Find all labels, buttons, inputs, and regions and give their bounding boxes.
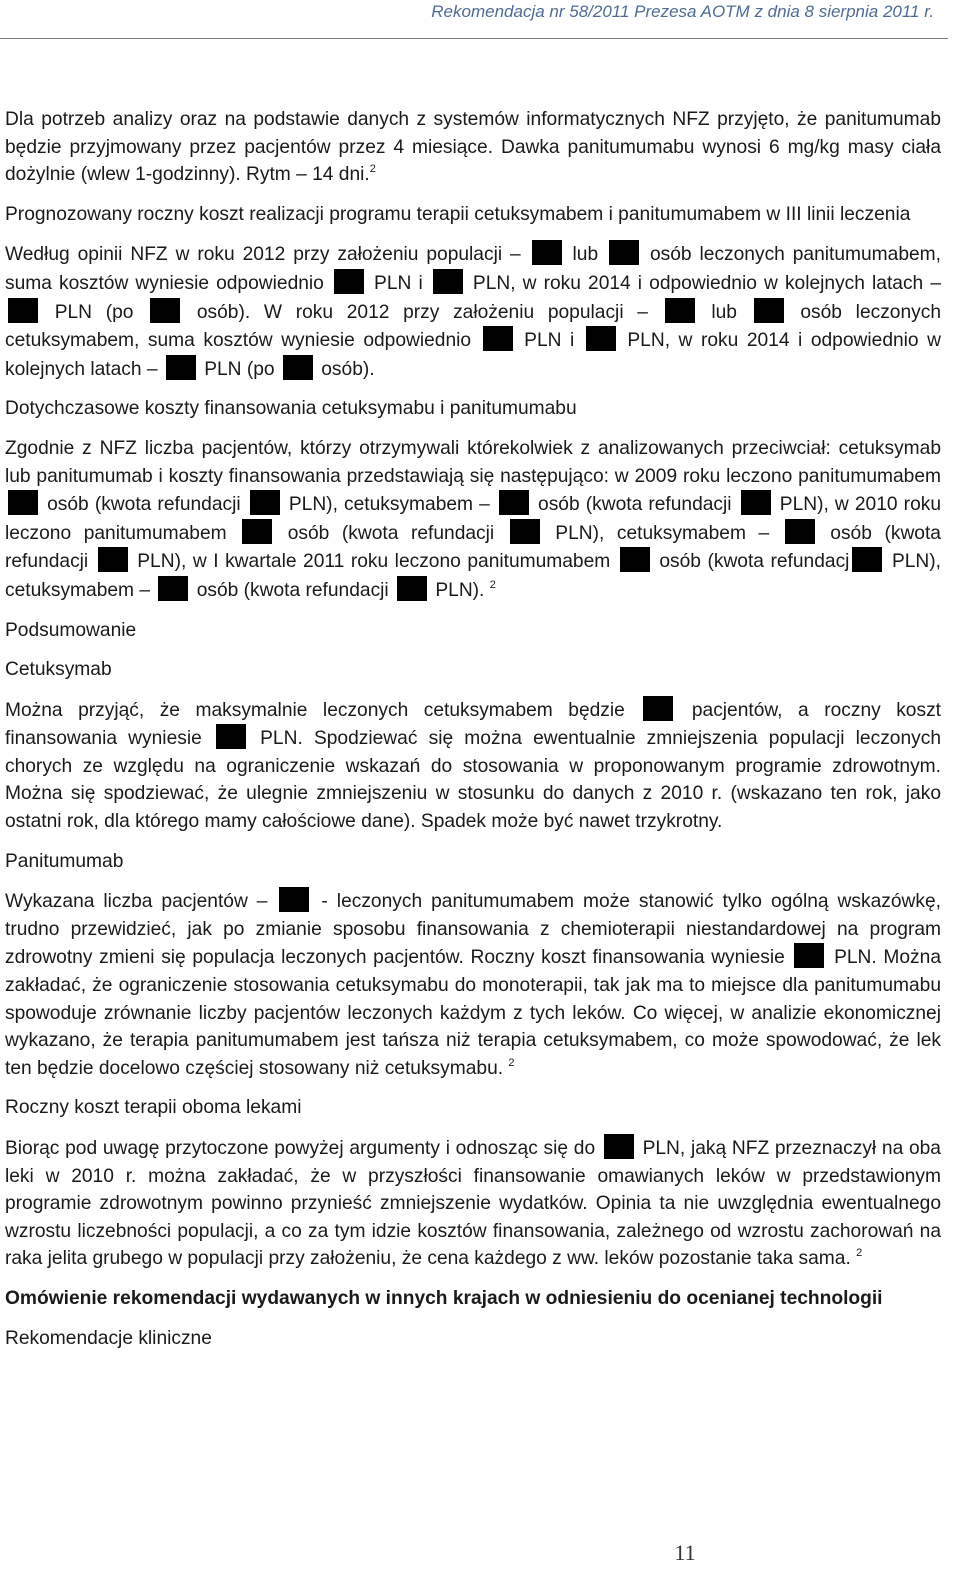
text-run: Rekomendacje kliniczne <box>5 1327 212 1349</box>
redaction-box <box>397 576 427 601</box>
text-run: osób). W roku 2012 przy założeniu populacji – <box>183 301 662 323</box>
subheading <box>5 1325 941 1353</box>
redaction-box <box>98 547 128 572</box>
redaction-box <box>754 298 784 323</box>
text-run: PLN. Można zakładać, że ograniczenie stosowania cetuksymabu do monoterapii, tak jak ma to miejsce dla panitumumabu spowoduje zrównanie liczby pacjentów leczonych każdym z tych leków. Co więcej, w analizie ekonomicznej wykazano, że terapia panitumumabem jest tańsza niż terapia cetuksymabem, co może spowodować, że lek ten będzie docelowo częściej stosowany niż cetuksymabu. <box>5 947 941 1079</box>
text-run: PLN, w roku 2014 i odpowiednio w kolejnych latach – <box>5 330 941 380</box>
text-run: PLN, jaką NFZ przeznaczył na oba leki w 2010 r. można zakładać, że w przyszłości finansowanie omawianych leków w przedstawionym programie zdrowotnym powinno przynieść zmniejszenie wydatków. Opinia ta nie uwzględnia ewentualnego wzrostu liczebności populacji, a co za tym idzie kosztów finansowania, zależnego od wzrostu zachorowań na raka jelita grubego w populacji przy założeniu, że cena każdego z ww. leków pozostanie taka sama. <box>5 1138 941 1270</box>
text-run: osób (kwota refundacji <box>531 494 738 516</box>
text-run: osób (kwota refundacji <box>5 522 941 573</box>
paragraph <box>5 435 941 605</box>
redaction-box <box>483 326 513 351</box>
paragraph <box>5 240 941 383</box>
text-run: Cetuksymab <box>5 659 112 681</box>
text-run: PLN (po <box>41 301 148 323</box>
text-run: Wykazana liczba pacjentów – <box>5 891 277 913</box>
redaction-box <box>433 269 463 294</box>
text-run: PLN), w 2010 roku leczono panitumumabem <box>5 494 942 544</box>
text-run: Zgodnie z NFZ liczba pacjentów, którzy otrzymywali którekolwiek z analizowanych przeciwciał: cetuksymab lub panitumumab i koszty finansowania przedstawiają się następująco: w 2009 roku leczono panitumumabem <box>5 437 941 487</box>
redaction-box <box>8 298 38 323</box>
redaction-box <box>586 326 616 351</box>
footnote-ref: 2 <box>489 578 496 591</box>
page-number: 11 <box>674 1540 696 1565</box>
footnote-ref: 2 <box>508 1056 515 1069</box>
redaction-box <box>643 696 673 721</box>
text-run: Dla potrzeb analizy oraz na podstawie danych z systemów informatycznych NFZ przyjęto, że panitumumab będzie przyjmowany przez pacjentów przez 4 miesiące. Dawka panitumumabu wynosi 6 mg/kg masy ciała dożylnie (wlew 1-godzinny). Rytm – 14 dni. <box>5 109 941 186</box>
redaction-box <box>665 298 695 323</box>
text-run: osób (kwota refundacji <box>41 494 247 516</box>
text-run: PLN). <box>430 579 490 601</box>
subheading <box>5 656 941 684</box>
paragraph <box>5 106 941 189</box>
text-run: PLN, w roku 2014 i odpowiednio w kolejnych latach – <box>465 272 941 294</box>
redaction-box <box>741 490 771 515</box>
text-run: osób leczonych cetuksymabem, suma kosztów wyniesie odpowiednio <box>5 301 942 352</box>
text-run: Prognozowany roczny koszt realizacji programu terapii cetuksymabem i panitumumabem w III linii leczenia <box>5 203 911 225</box>
text-run: osób leczonych panitumumabem, suma kosztów wyniesie odpowiednio <box>5 244 941 294</box>
redaction-box <box>532 240 562 265</box>
text-run: Dotychczasowe koszty finansowania cetuksymabu i panitumumabu <box>5 398 577 420</box>
text-run: PLN. Spodziewać się można ewentualnie zmniejszenia populacji leczonych chorych ze względu na ograniczenie wskazań do stosowania w proponowanym programie zdrowotnym. Można się spodziewać, że ulegnie zmniejszeniu w stosunku do danych z 2010 r. (wskazano ten rok, jako ostatni rok, dla którego mamy całościowe dane). Spadek może być nawet trzykrotny. <box>5 728 941 833</box>
redaction-box <box>283 355 313 380</box>
redaction-box <box>785 519 815 544</box>
redaction-box <box>250 490 280 515</box>
paragraph <box>5 887 941 1082</box>
subheading <box>5 617 941 645</box>
redaction-box <box>158 576 188 601</box>
document-body <box>5 106 941 1364</box>
redaction-box <box>609 240 639 265</box>
text-run: osób (kwota refundacj <box>652 551 850 573</box>
redaction-box <box>499 490 529 515</box>
text-run: PLN), cetuksymabem – <box>5 551 942 601</box>
redaction-box <box>150 298 180 323</box>
redaction-box <box>794 943 824 968</box>
text-run: lub <box>564 244 607 266</box>
text-run: lub <box>697 301 751 323</box>
text-run: Podsumowanie <box>5 619 137 641</box>
redaction-box <box>620 547 650 572</box>
text-run: osób (kwota refundacji <box>191 579 395 601</box>
redaction-box <box>852 547 882 572</box>
text-run: Biorąc pod uwagę przytoczone powyżej argumenty i odnosząc się do <box>5 1138 601 1159</box>
page-header <box>0 0 948 39</box>
redaction-box <box>510 519 540 544</box>
text-run: - leczonych panitumumabem może stanowić tylko ogólną wskazówkę, trudno przewidzieć, jak po zmianie sposobu finansowania z chemioterapii niestandardowej na program zdrowotny zmieni się populacja leczonych pacjentów. Roczny koszt finansowania wyniesie <box>5 891 941 969</box>
subheading <box>5 201 941 229</box>
paragraph <box>5 1134 941 1273</box>
paragraph <box>5 696 941 836</box>
text-run: PLN), cetuksymabem – <box>282 494 496 516</box>
footnote-ref: 2 <box>856 1247 863 1260</box>
subheading <box>5 395 941 423</box>
redaction-box <box>166 355 196 380</box>
text-run: Można przyjąć, że maksymalnie leczonych cetuksymabem będzie <box>5 699 641 721</box>
subheading <box>5 1094 941 1122</box>
text-run: pacjentów, a roczny koszt finansowania wyniesie <box>5 699 941 750</box>
redaction-box <box>604 1134 634 1159</box>
subheading <box>5 848 941 876</box>
redaction-box <box>334 269 364 294</box>
text-run: osób (kwota refundacji <box>275 522 507 544</box>
header-title: Rekomendacja nr 58/2011 Prezesa AOTM z dnia 8 sierpnia 2011 r. <box>431 2 934 21</box>
text-run: Według opinii NFZ w roku 2012 przy założeniu populacji – <box>5 244 529 266</box>
redaction-box <box>216 724 246 749</box>
footnote-ref: 2 <box>369 163 376 176</box>
redaction-box <box>279 887 309 912</box>
text-run: Roczny koszt terapii oboma lekami <box>5 1097 302 1119</box>
text-run: Panitumumab <box>5 850 124 872</box>
redaction-box <box>242 519 272 544</box>
text-run: Omówienie rekomendacji wydawanych w innych krajach w odniesieniu do ocenianej technologii <box>5 1287 883 1309</box>
text-run: PLN (po <box>198 358 280 380</box>
section-heading <box>5 1285 941 1313</box>
text-run: osób). <box>315 358 375 380</box>
text-run: PLN), w I kwartale 2011 roku leczono panitumumabem <box>130 551 617 573</box>
text-run: PLN i <box>515 330 583 352</box>
redaction-box <box>8 490 38 515</box>
text-run: PLN i <box>366 272 430 294</box>
text-run: PLN), cetuksymabem – <box>542 522 782 544</box>
